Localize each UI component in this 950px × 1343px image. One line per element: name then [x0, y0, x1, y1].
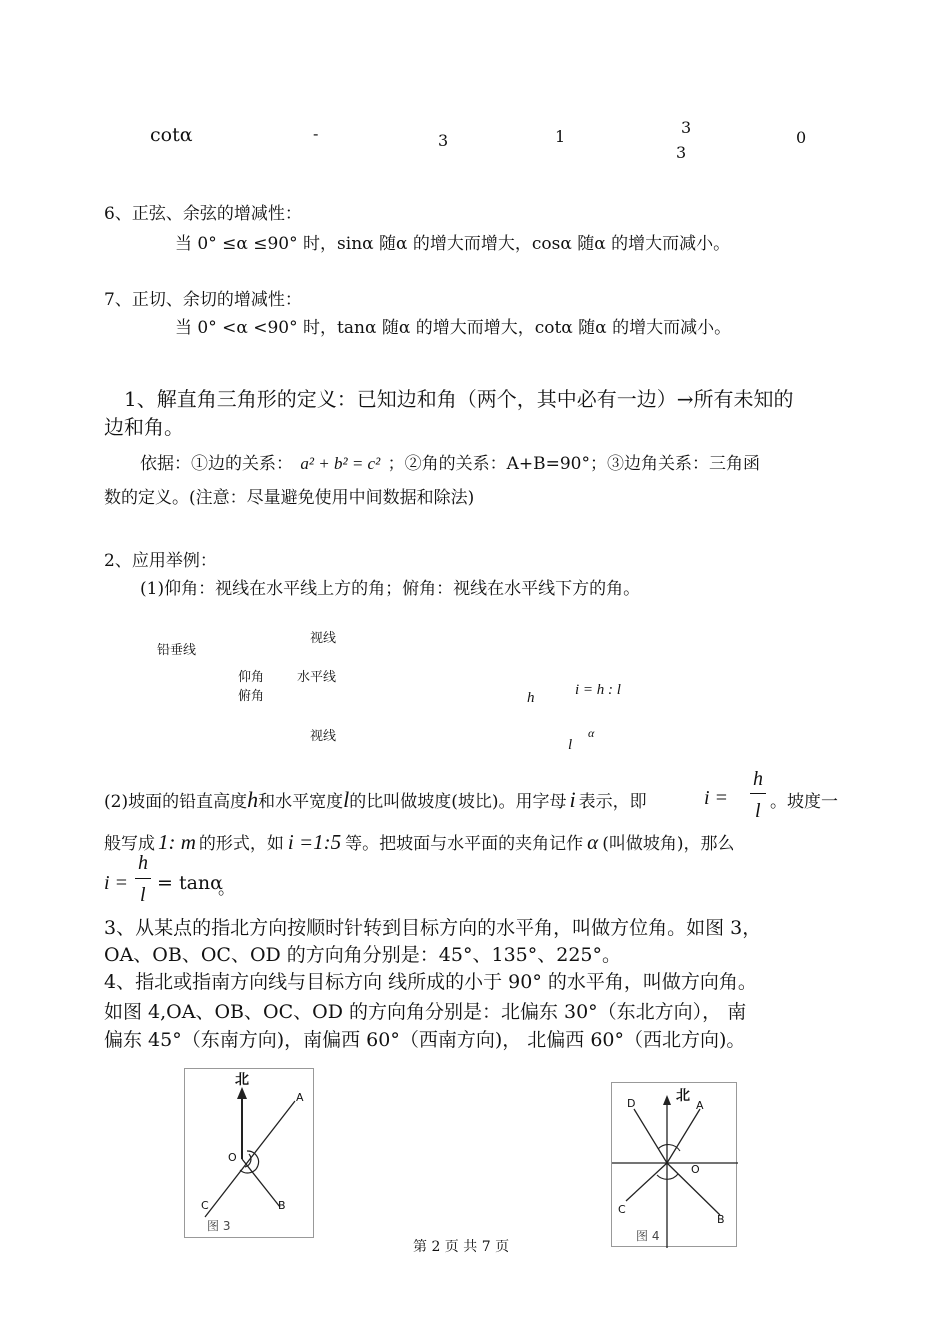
tan-frac-den: l [140, 884, 146, 906]
section-6-body: 当 0° ≤α ≤90° 时，sinα 随α 的增大而增大，cosα 随α 的增大而减小。 [175, 234, 731, 254]
example-ratio: i =1:5 [287, 830, 342, 854]
figure-4-north-label: 北 [676, 1088, 690, 1104]
basis-text-a: 依据：①边的关系： [140, 454, 293, 474]
height-h-label: h [527, 690, 535, 706]
slope-ratio-formula: i = h : l [575, 682, 621, 698]
sight-line-label-bottom: 视线 [310, 729, 337, 744]
tan-frac-bar [135, 878, 151, 879]
slope-frac-num: h [753, 768, 763, 790]
basis-text-b: ；②角的关系：A+B=90°；③边角关系：三角函 [387, 454, 760, 474]
var-h: h [247, 787, 259, 812]
section-7-title: 7、正切、余切的增减性： [104, 290, 302, 310]
slope-line-2 [104, 829, 734, 855]
slope-line2-b: 的形式，如 [198, 834, 284, 854]
var-i: i [569, 787, 576, 812]
slope-frac-den: l [755, 800, 761, 822]
section-7-body: 当 0° <α <90° 时，tanα 随α 的增大而增大，cotα 随α 的增大而减小。 [175, 318, 732, 338]
figure-3 [184, 1068, 314, 1238]
elevation-angle-label: 仰角 [238, 670, 265, 685]
basis-line-2: 数的定义。(注意：尽量避免使用中间数据和除法) [104, 488, 475, 508]
basis-line [140, 449, 760, 474]
plumb-line-label: 铅垂线 [157, 643, 197, 658]
direction-line-1: 4、指北或指南方向线与目标方向 线所成的小于 90° 的水平角，叫做方向角。 [104, 971, 757, 993]
horizontal-line-label: 水平线 [297, 670, 337, 685]
table-cell-2: 3 [438, 131, 449, 150]
figure-3-point-c: C [201, 1199, 209, 1212]
figure-4-caption: 图 4 [636, 1229, 660, 1243]
figure-3-caption: 图 3 [207, 1219, 231, 1233]
ratio-1-m: 1: m [158, 830, 196, 854]
depression-angle-label: 俯角 [238, 689, 265, 704]
pythagoras-formula: a² + b² = c² [300, 454, 381, 473]
figure-4-point-a: A [696, 1099, 704, 1112]
table-cell-4-num: 3 [681, 118, 692, 137]
table-cell-4-den: 3 [676, 143, 687, 162]
table-cell-3: 1 [555, 127, 566, 146]
slope-line2-d: (叫做坡角)，那么 [602, 834, 735, 854]
bearing-line-2: OA、OB、OC、OD 的方向角分别是：45°、135°、225°。 [104, 944, 622, 966]
figure-4-point-c: C [618, 1203, 626, 1216]
tan-rhs: = tanα [157, 872, 223, 894]
figure-3-point-b: B [278, 1199, 286, 1212]
slope-line-1 [104, 787, 647, 813]
figure-3-point-a: A [296, 1091, 304, 1104]
tan-end: 。 [218, 879, 235, 899]
page-footer: 第 2 页 共 7 页 [413, 1239, 510, 1255]
figure-4-point-b: B [717, 1213, 725, 1226]
sight-line-label-top: 视线 [310, 631, 337, 646]
slope-text-c: 的比叫做坡度(坡比)。用字母 [349, 792, 567, 812]
tan-lhs: i = [104, 872, 129, 894]
figure-4-point-d: D [627, 1097, 636, 1110]
table-cell-1: - [313, 124, 319, 143]
figure-3-north-label: 北 [235, 1072, 249, 1088]
var-alpha: α [587, 830, 599, 854]
examples-title: 2、应用举例： [104, 551, 217, 571]
slope-text-a: (2)坡面的铅直高度 [104, 792, 248, 812]
slope-line2-c: 等。把坡面与水平面的夹角记作 [345, 834, 584, 854]
figure-4-point-o: O [691, 1163, 700, 1176]
table-row-label: cotα [150, 124, 193, 146]
bearing-line-1: 3、从某点的指北方向按顺时针转到目标方向的水平角，叫做方位角。如图 3， [104, 917, 762, 939]
elevation-depression-line: (1)仰角：视线在水平线上方的角；俯角：视线在水平线下方的角。 [140, 579, 641, 599]
figure-4 [611, 1082, 737, 1247]
slope-text-b: 和水平宽度 [258, 792, 344, 812]
slope-frac-bar [750, 793, 766, 794]
slope-frac-lhs: i = [704, 787, 729, 809]
tan-frac-num: h [138, 852, 148, 874]
slope-angle-alpha-label: α [588, 726, 595, 740]
definition-line-2: 边和角。 [104, 415, 184, 439]
direction-line-2: 如图 4,OA、OB、OC、OD 的方向角分别是：北偏东 30°（东北方向）， 南 [104, 1001, 747, 1023]
direction-line-3: 偏东 45°（东南方向)，南偏西 60°（西南方向)， 北偏西 60°（西北方向)。 [104, 1029, 746, 1051]
slope-text-e: 。坡度一 [770, 792, 838, 812]
table-cell-5: 0 [796, 128, 807, 147]
figure-3-point-o: O [228, 1151, 237, 1164]
slope-line2-a: 般写成 [104, 834, 155, 854]
width-l-label: l [568, 737, 573, 753]
definition-line-1: 1、解直角三角形的定义：已知边和角（两个，其中必有一边）→所有未知的 [124, 387, 794, 411]
var-l: l [343, 787, 350, 812]
section-6-title: 6、正弦、余弦的增减性： [104, 204, 302, 224]
slope-text-d: 表示，即 [578, 792, 647, 812]
